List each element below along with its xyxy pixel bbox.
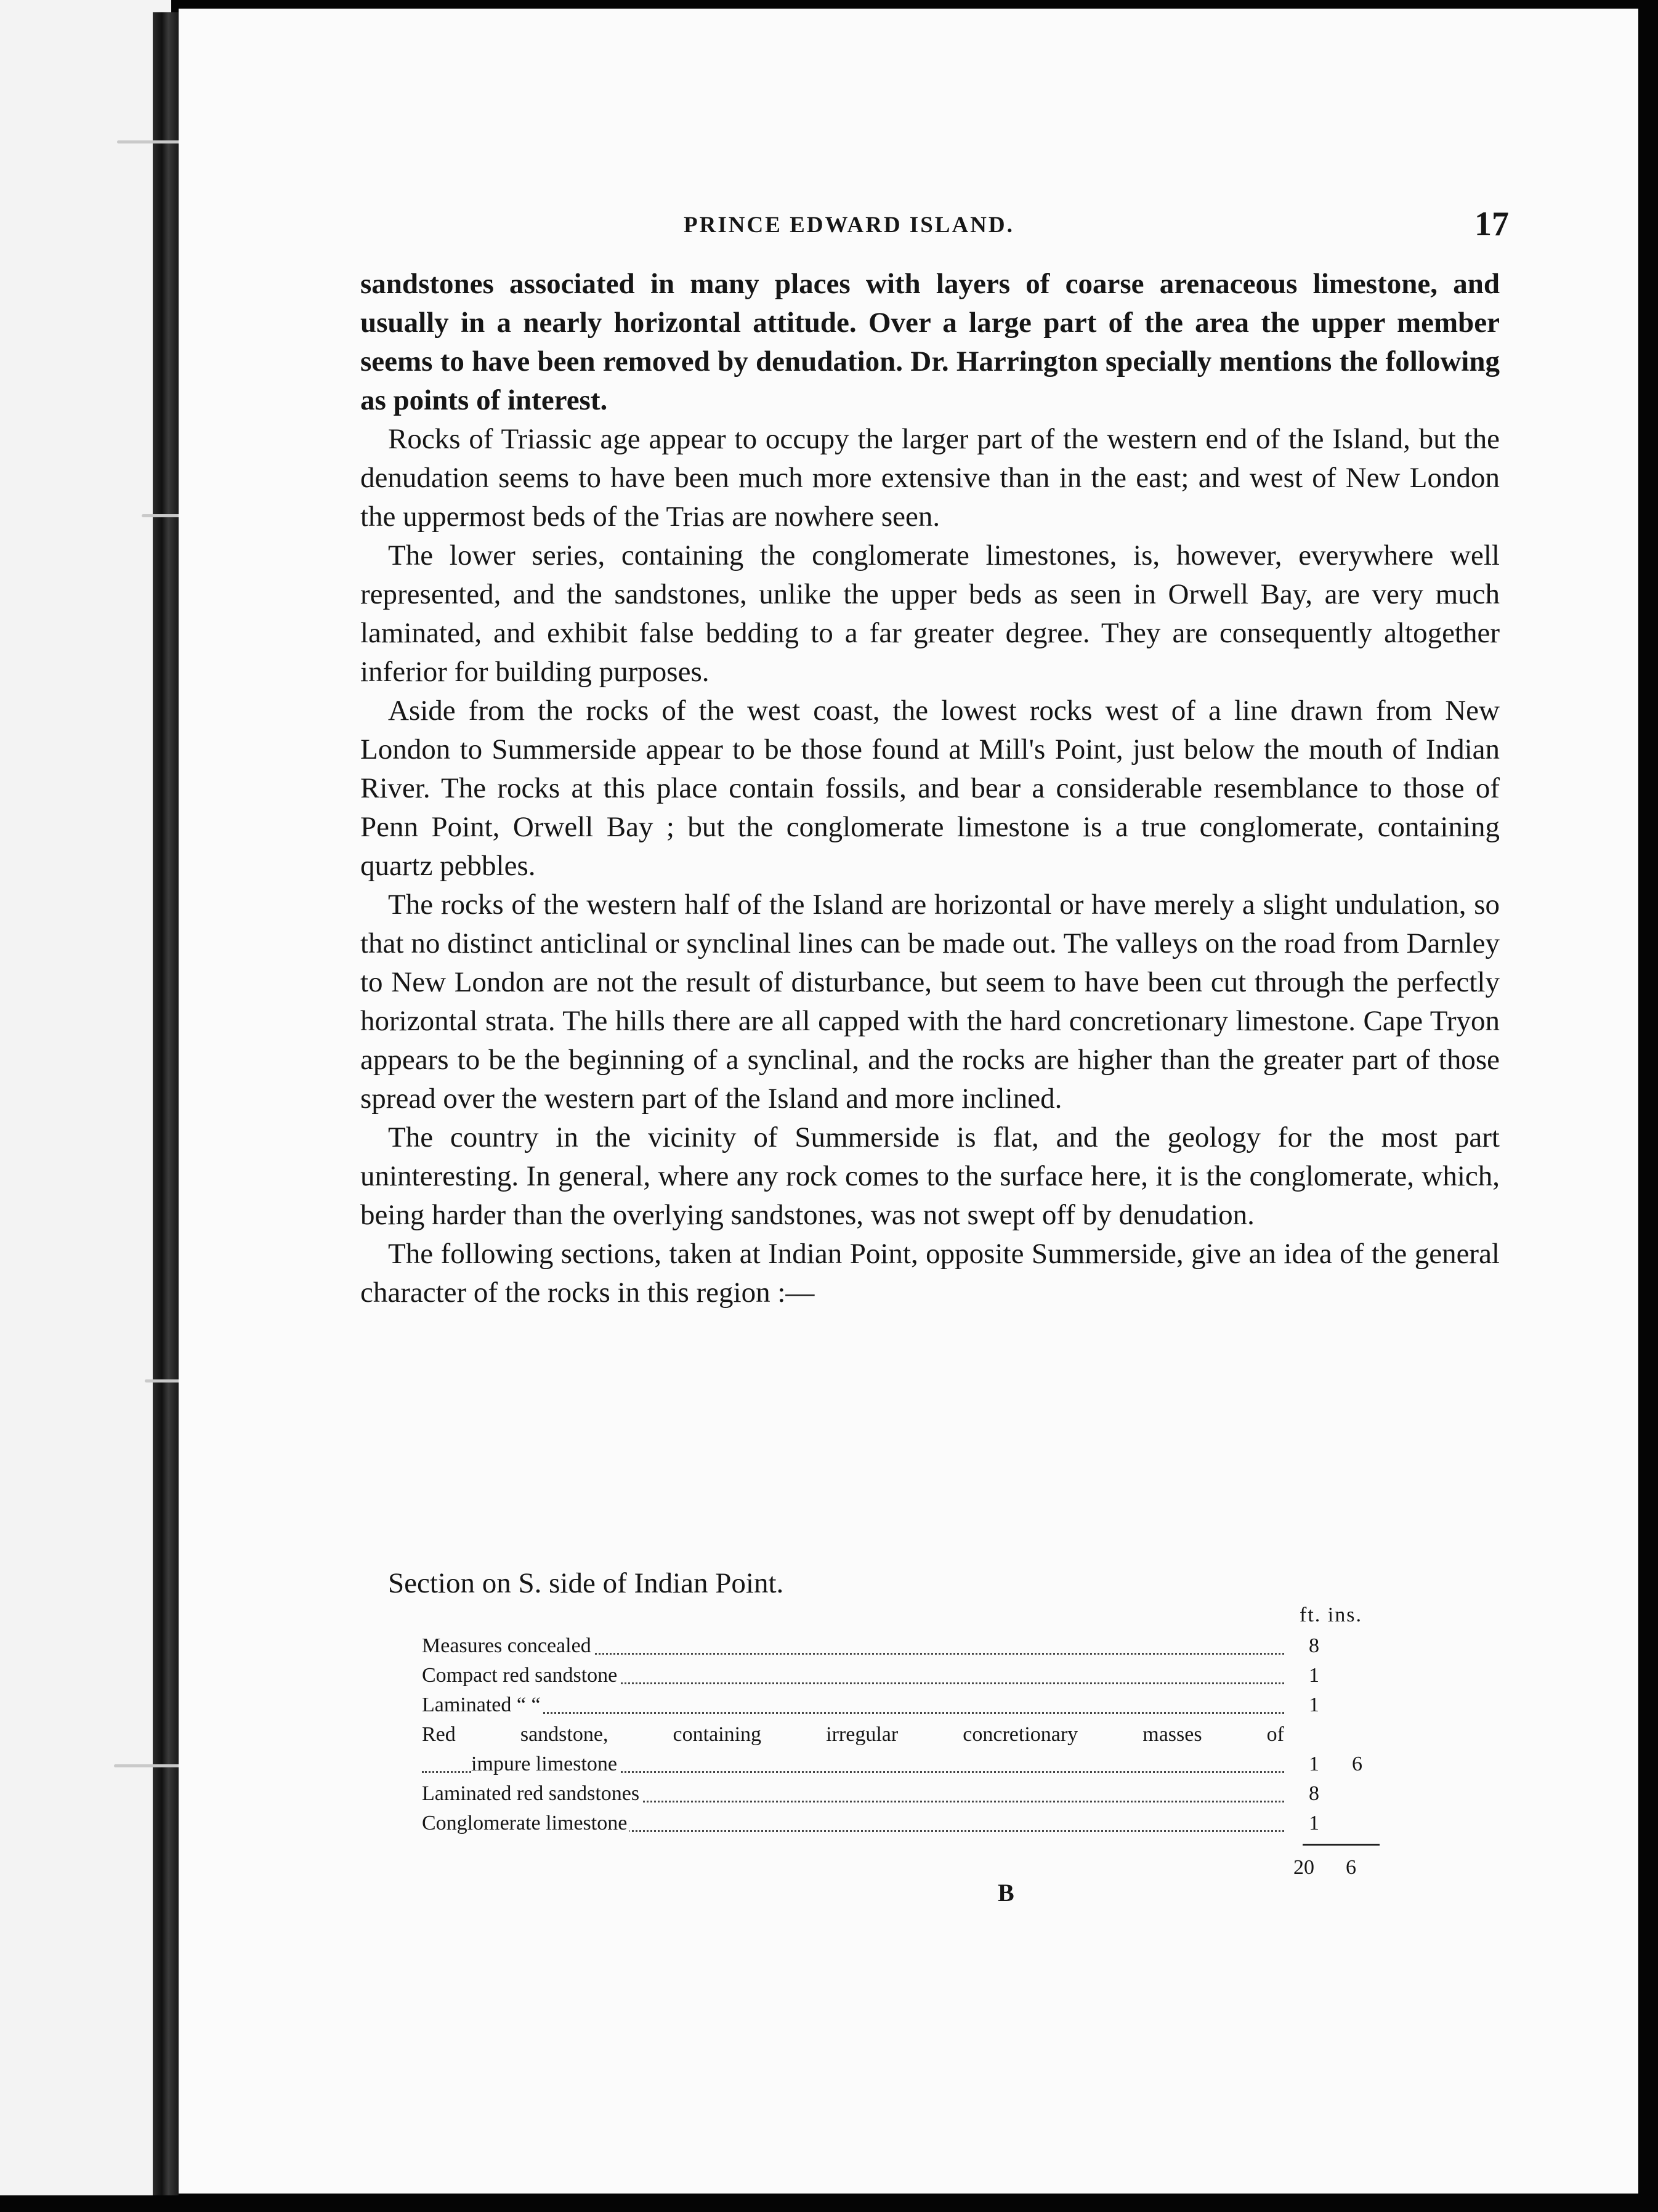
table-row (422, 1812, 1383, 1841)
inches-value: 6 (1352, 1753, 1362, 1775)
feet-value: 1 (1309, 1664, 1319, 1687)
stratum-label: Conglomerate limestone (422, 1812, 629, 1835)
paragraph: The lower series, containing the conglomerate limestones, is, however, everywhere well represented, and the sandstones, unlike the upper beds as seen in Orwell Bay, are very much laminated, and exhibit false bedding to a far greater degree. They are consequently altogether inferior for building purposes. (360, 539, 1500, 688)
table-row (422, 1634, 1383, 1664)
stratum-label: Measures concealed (422, 1634, 594, 1658)
table-row (422, 1693, 1383, 1723)
facing-page-edge (0, 0, 171, 2195)
feet-value: 8 (1309, 1634, 1319, 1657)
page-number: 17 (1474, 205, 1509, 243)
stratum-label: Red sandstone, containing irregular concretionary masses of (422, 1723, 1284, 1746)
table-row (422, 1753, 1383, 1782)
paragraph: Rocks of Triassic age appear to occupy the larger part of the western end of the Island, but the denudation seems to have been much more extensive than in the east; and west of New London the uppermost beds of the Trias are nowhere seen. (360, 423, 1500, 533)
book-page (179, 9, 1638, 2194)
feet-value: 1 (1309, 1753, 1319, 1775)
feet-value: 8 (1309, 1782, 1319, 1805)
paragraph: The country in the vicinity of Summerside is flat, and the geology for the most part uninteresting. In general, where any rock comes to the surface here, it is the conglomerate, which, being harder than the overlying sandstones, was not swept off by denudation. (360, 1121, 1500, 1231)
table-row (422, 1664, 1383, 1693)
table-row (422, 1782, 1383, 1812)
stratum-label: Laminated “ “ (422, 1693, 543, 1717)
feet-value: 1 (1309, 1693, 1319, 1716)
book-binding (153, 12, 179, 2195)
signature-mark: B (998, 1879, 1014, 1907)
running-title: PRINCE EDWARD ISLAND. (684, 212, 1014, 238)
paragraph: Aside from the rocks of the west coast, the lowest rocks west of a line drawn from New London to Summerside appear to be those found at Mill's Point, just below the mouth of Indian River. The rocks at this place contain fossils, and bear a considerable resemblance to those of Penn Point, Orwell Bay ; but the conglomerate limestone is a true conglomerate, containing quartz pebbles. (360, 695, 1500, 882)
paragraph: sandstones associated in many places with layers of coarse arenaceous limestone, and usually in a nearly horizontal attitude. Over a large part of the area the upper member seems to have been removed by denudation. Dr. Harrington specially mentions the following as points of interest. (360, 268, 1500, 416)
total-rule (1303, 1844, 1380, 1846)
units-header: ft. ins. (1300, 1604, 1362, 1626)
total-inches: 6 (1346, 1856, 1356, 1879)
section-title: Section on S. side of Indian Point. (388, 1567, 784, 1599)
paragraph: The following sections, taken at Indian Point, opposite Summerside, give an idea of the general character of the rocks in this region :— (360, 1238, 1500, 1309)
paragraph: The rocks of the western half of the Island are horizontal or have merely a slight undulation, so that no distinct anticlinal or synclinal lines can be made out. The valleys on the road from Darnley to New London are not the result of disturbance, but seem to have been cut through the perfectly horizontal strata. The hills there are all capped with the hard concretionary limestone. Cape Tryon appears to be the beginning of a synclinal, and the rocks are higher than the greater part of those spread over the western part of the Island and more inclined. (360, 889, 1500, 1115)
body-text (360, 265, 1500, 1312)
total-feet: 20 (1293, 1856, 1314, 1879)
stratum-label: Laminated red sandstones (422, 1782, 642, 1806)
dot-leader (422, 1712, 1284, 1714)
feet-value: 1 (1309, 1812, 1319, 1835)
stratum-label: impure limestone (471, 1753, 620, 1776)
table-row (422, 1723, 1383, 1753)
stratum-label: Compact red sandstone (422, 1664, 620, 1687)
